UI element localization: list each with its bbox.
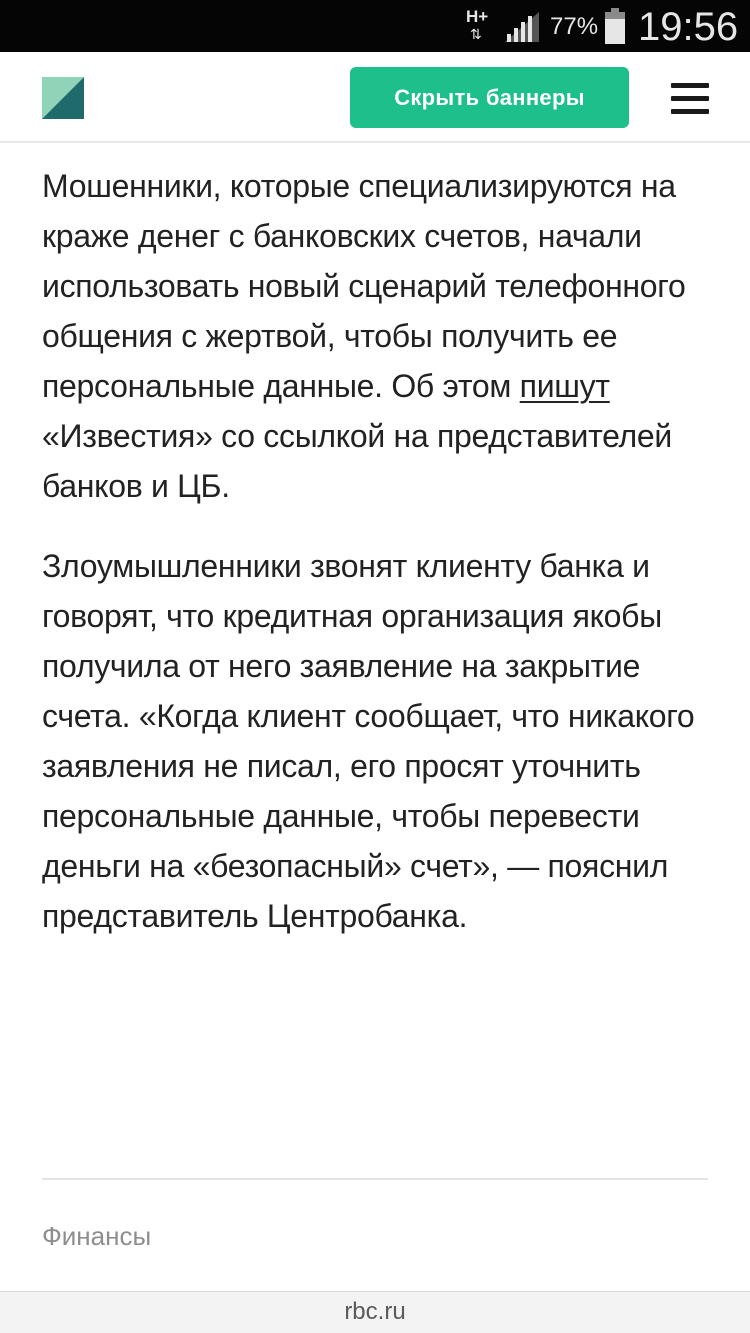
menu-bar (671, 96, 709, 101)
battery-percent: 77% (550, 13, 599, 40)
hide-banners-button[interactable]: Скрыть баннеры (350, 67, 629, 128)
url-text: rbc.ru (344, 1298, 406, 1325)
hamburger-menu-icon[interactable] (671, 83, 709, 115)
category-tag[interactable]: Финансы (42, 1221, 152, 1251)
paragraph-text: «Известия» со ссылкой на представителей банков и ЦБ. (42, 418, 672, 504)
article-body (42, 161, 710, 941)
divider (42, 1178, 708, 1180)
source-link[interactable]: пишут (519, 368, 610, 404)
site-header (0, 52, 750, 143)
network-type: H+ (466, 7, 489, 26)
battery-icon (604, 8, 626, 44)
signal-strength-icon (503, 12, 539, 42)
clock: 19:56 (638, 5, 739, 49)
rbc-logo[interactable] (42, 77, 84, 119)
network-hplus-icon (466, 8, 496, 44)
paragraph-text: Мошенники, которые специализируются на краже денег с банковских счетов, начали использовать новый сценарий телефонного общения с жертвой, чтобы получить ее персональные данные. Об этом (42, 168, 686, 404)
menu-bar (671, 109, 709, 114)
cut-off-content (60, 1284, 220, 1290)
status-bar (0, 0, 750, 52)
network-arrows: ⇅ (470, 26, 482, 42)
menu-bar (671, 83, 709, 88)
article-paragraph: Злоумышленники звонят клиенту банка и говорят, что кредитная организация якобы получила от него заявление на закрытие счета. «Когда клиент сообщает, что никакого заявления не писал, его просят уточнить персональные данные, чтобы перевести деньги на «безопасный» счет», — пояснил представитель Центробанка. (42, 548, 695, 934)
article-paragraph (42, 161, 710, 511)
browser-url-bar[interactable] (0, 1291, 750, 1333)
